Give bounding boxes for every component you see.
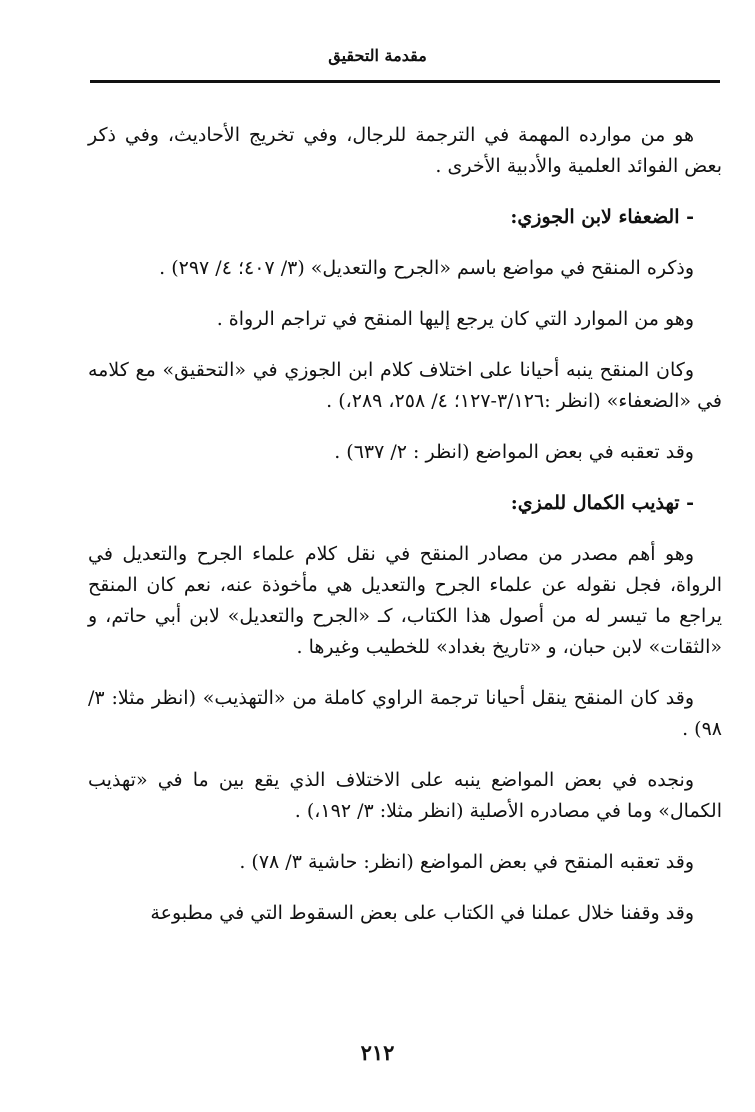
- paragraph: ونجده في بعض المواضع ينبه على الاختلاف الذي يقع بين ما في «تهذيب الكمال» وما في مصادره الأصلية (انظر مثلا: ٣/ ١٩٢،) .: [88, 769, 722, 822]
- running-head: مقدمة التحقيق: [328, 46, 427, 65]
- page-number: ٢١٢: [360, 1040, 395, 1065]
- section-heading: - تهذيب الكمال للمزي:: [510, 492, 694, 514]
- paragraph: وقد كان المنقح ينقل أحيانا ترجمة الراوي كاملة من «التهذيب» (انظر مثلا: ٣/ ٩٨) .: [88, 687, 722, 740]
- paragraph: وقد وقفنا خلال عملنا في الكتاب على بعض السقوط التي في مطبوعة: [150, 902, 694, 924]
- paragraph: وذكره المنقح في مواضع باسم «الجرح والتعديل» (٣/ ٤٠٧؛ ٤/ ٢٩٧) .: [159, 257, 694, 279]
- header-rule: [90, 80, 720, 83]
- paragraph: وهو أهم مصدر من مصادر المنقح في نقل كلام علماء الجرح والتعديل في الرواة، فجل نقوله عن علماء الجرح والتعديل هي مأخوذة عنه، نعم كان المنقح يراجع ما تيسر له من أصول هذا الكتاب، كـ «الجرح والتعديل» لابن أبي حاتم، و «الثقات» لابن حبان، و «تاريخ بغداد» للخطيب وغيرها .: [88, 543, 722, 658]
- paragraph: هو من موارده المهمة في الترجمة للرجال، وفي تخريج الأحاديث، وفي ذكر بعض الفوائد العلمية والأدبية الأخرى .: [88, 124, 722, 177]
- paragraph: وقد تعقبه في بعض المواضع (انظر : ٢/ ٦٣٧) .: [334, 441, 694, 463]
- paragraph: وهو من الموارد التي كان يرجع إليها المنقح في تراجم الرواة .: [216, 308, 694, 330]
- paragraph: وقد تعقبه المنقح في بعض المواضع (انظر: حاشية ٣/ ٧٨) .: [239, 851, 694, 873]
- paragraph: وكان المنقح ينبه أحيانا على اختلاف كلام ابن الجوزي في «التحقيق» مع كلامه في «الضعفاء» (انظر :٣/١٢٦-١٢٧؛ ٤/ ٢٥٨، ٢٨٩،) .: [88, 359, 722, 412]
- body-text: [88, 120, 722, 949]
- section-heading: - الضعفاء لابن الجوزي:: [510, 206, 694, 228]
